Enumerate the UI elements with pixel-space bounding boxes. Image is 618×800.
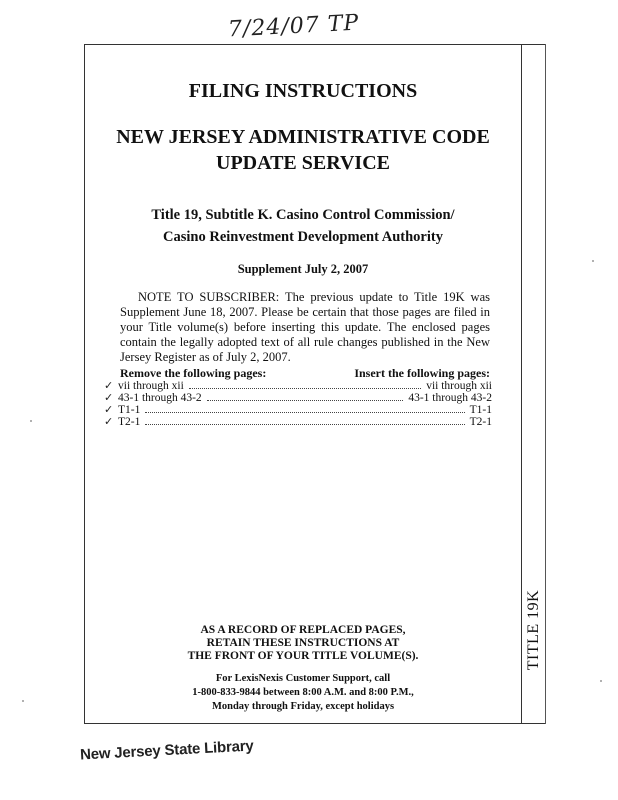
title-tab-label: TITLE 19K [525,589,543,671]
insert-page-range: vii through xii [426,380,492,392]
check-mark-icon: ✓ [104,415,114,428]
title-subtitle [84,204,522,248]
check-mark-icon: ✓ [104,391,114,404]
support-line2: 1-800-833-9844 between 8:00 A.M. and 8:00 P.M., [192,687,414,698]
customer-support-info [84,672,522,714]
remove-pages-heading: Remove the following pages: [120,366,267,380]
service-heading-line2: UPDATE SERVICE [216,152,390,174]
service-heading-line1: NEW JERSEY ADMINISTRATIVE CODE [116,126,490,148]
subtitle-line2: Casino Reinvestment Development Authority [163,229,443,245]
handwritten-date-note: 7/24/07 TP [227,10,360,43]
service-heading [84,124,522,176]
scan-speck [600,680,602,682]
insert-page-range: 43-1 through 43-2 [408,392,492,404]
dot-leader [145,416,464,425]
remove-page-range: T2-1 [118,416,141,428]
insert-page-range: T2-1 [469,416,492,428]
record-notice-line3: THE FRONT OF YOUR TITLE VOLUME(S). [187,650,419,662]
support-line3: Monday through Friday, except holidays [211,701,395,712]
remove-page-range: vii through xii [118,380,184,392]
check-mark-icon: ✓ [104,403,114,416]
pages-header [120,366,490,381]
insert-page-range: T1-1 [469,404,492,416]
dot-leader [145,404,464,413]
frame-top-border [84,44,546,45]
page-row [104,404,492,416]
page-list [104,380,492,428]
subtitle-line1: Title 19, Subtitle K. Casino Control Commission/ [151,207,455,223]
record-notice [84,624,522,663]
frame-bottom-border [84,723,546,724]
page-row [104,380,492,392]
insert-pages-heading: Insert the following pages: [354,366,490,380]
page-title: FILING INSTRUCTIONS [188,80,418,102]
check-mark-icon: ✓ [104,379,114,392]
remove-page-range: 43-1 through 43-2 [118,392,202,404]
dot-leader [207,392,404,401]
supplement-date: Supplement July 2, 2007 [237,262,369,276]
page-row [104,416,492,428]
remove-page-range: T1-1 [118,404,141,416]
record-notice-line2: RETAIN THESE INSTRUCTIONS AT [206,637,400,649]
subscriber-note: NOTE TO SUBSCRIBER: The previous update to Title 19K was Supplement June 18, 2007. Please be certain that those pages are filed in your Title volume(s) before inserting this update. The enclosed pages contain the legally adopted text of all rule changes published in the New Jersey Register as of July 2, 2007. [120,290,490,364]
title-tab [522,560,546,700]
scan-speck [30,420,32,422]
dot-leader [189,380,421,389]
support-line1: For LexisNexis Customer Support, call [215,673,391,684]
library-stamp: New Jersey State Library [79,737,254,764]
scan-speck [592,260,594,262]
scan-speck [22,700,24,702]
record-notice-line1: AS A RECORD OF REPLACED PAGES, [200,624,406,636]
page-row [104,392,492,404]
